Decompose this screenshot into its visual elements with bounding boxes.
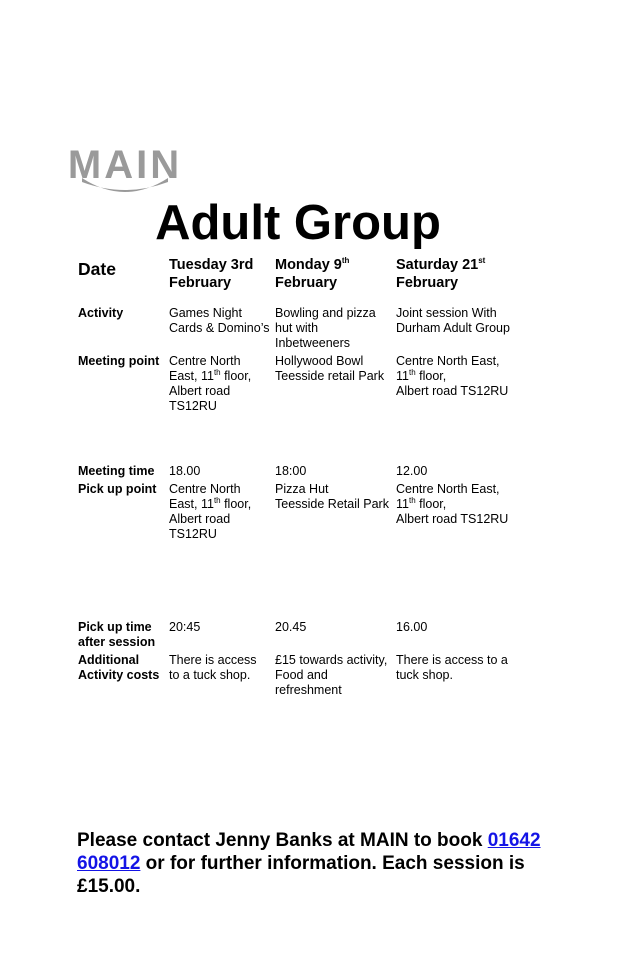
activity-col-2: Bowling and pizza hut with Inbetweeners <box>275 306 376 350</box>
meeting-time-col-1: 18.00 <box>169 464 201 478</box>
meeting-time-col-2: 18:00 <box>275 464 307 478</box>
date-col-3: Saturday 21st February <box>396 256 486 291</box>
date-row <box>76 254 542 306</box>
main-logo <box>34 146 216 196</box>
date-label: Date <box>78 259 116 279</box>
meeting-point-row <box>76 354 542 464</box>
activity-row <box>76 306 542 354</box>
meeting-point-col-3: Centre North East, 11th floor, Albert road TS12RU <box>396 354 509 398</box>
contact-paragraph <box>77 829 567 898</box>
activity-col-1: Games Night Cards & Domino’s <box>169 306 270 335</box>
costs-col-3: There is access to a tuck shop. <box>396 653 508 682</box>
phone-link[interactable]: 01642 608012 <box>77 830 541 874</box>
meeting-point-col-1: Centre North East, 11th floor, Albert road TS12RU <box>169 354 252 413</box>
meeting-time-row <box>76 464 542 482</box>
costs-label: Additional Activity costs <box>78 653 160 682</box>
activity-col-3: Joint session With Durham Adult Group <box>396 306 510 335</box>
meeting-time-col-3: 12.00 <box>396 464 428 478</box>
pick-up-point-col-2: Pizza Hut Teesside Retail Park <box>275 482 389 511</box>
pick-up-time-col-1: 20:45 <box>169 620 201 634</box>
meeting-point-col-2: Hollywood Bowl Teesside retail Park <box>275 354 385 383</box>
pick-up-point-row <box>76 482 542 620</box>
contact-text-before: Please contact Jenny Banks at MAIN to book <box>77 830 488 851</box>
schedule-table <box>76 254 542 701</box>
page-title: Adult Group <box>155 196 441 250</box>
activity-label: Activity <box>78 306 124 320</box>
pick-up-point-col-3: Centre North East, 11th floor, Albert road TS12RU <box>396 482 509 526</box>
pick-up-time-label: Pick up time after session <box>78 620 156 649</box>
pick-up-time-row <box>76 620 542 653</box>
costs-col-1: There is access to a tuck shop. <box>169 653 257 682</box>
contact-text-after: or for further information. Each session is £15.00. <box>77 853 525 897</box>
costs-col-2: £15 towards activity, Food and refreshment <box>275 653 388 697</box>
logo-text: MAIN <box>67 146 183 187</box>
pick-up-time-col-2: 20.45 <box>275 620 307 634</box>
date-col-2: Monday 9th February <box>275 256 350 291</box>
pick-up-time-col-3: 16.00 <box>396 620 428 634</box>
costs-row <box>76 653 542 701</box>
pick-up-point-label: Pick up point <box>78 482 157 496</box>
pick-up-point-col-1: Centre North East, 11th floor, Albert road TS12RU <box>169 482 252 541</box>
meeting-point-label: Meeting point <box>78 354 160 368</box>
meeting-time-label: Meeting time <box>78 464 155 478</box>
date-col-1: Tuesday 3rd February <box>169 257 254 291</box>
